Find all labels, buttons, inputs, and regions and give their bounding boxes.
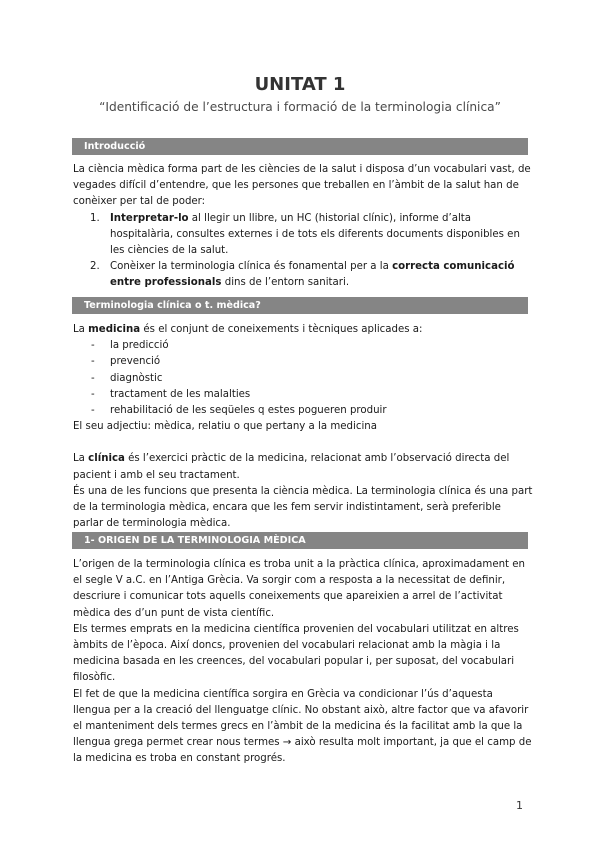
origen-paragraph-1: L’origen de la terminologia clínica es troba unit a la pràctica clínica, aproximadament en el segle V a.C. en l’Antiga Grècia. Va sorgir com a resposta a la necessitat de definir, descriure i comunicar tots aquells coneixements que apareixien a arrel de l’activitat mèdica des d’un punt de vista científic. [73,559,525,619]
text-span: és l’exercici pràctic de la medicina, relacionat amb l’observació directa del pacient i amb el seu tractament. [73,453,510,481]
page-subtitle: “Identificació de l’estructura i formació de la terminologia clínica” [99,100,501,114]
bold-term: Interpretar-lo [110,212,189,224]
intro-list [73,211,533,292]
intro-list-item-1 [73,211,533,260]
list-item [73,338,533,354]
list-number: 1. [90,212,100,224]
adjective-line: El seu adjectiu: mèdica, relatiu o que pertany a la medicina [73,421,377,433]
intro-paragraph: La ciència mèdica forma part de les ciències de la salut i disposa d’un vocabulari vast, de vegades difícil d’entendre, que les persones que treballen en l’àmbit de la salut han de conèixer per tal de poder: [73,164,531,208]
origen-paragraph-2: Els termes emprats en la medicina científica provenien del vocabulari utilitzat en altres àmbits de l’època. Així doncs, provenien del vocabulari relacionat amb la màgia i la medicina basada en les creences, del vocabulari popular i, per suposat, del vocabulari filosòfic. [73,623,519,684]
list-number: 2. [90,261,100,273]
list-item [73,387,533,403]
list-item-text: al llegir un llibre, un HC (historial clínic), informe d’alta hospitalària, consultes externes i de tots els diferents documents disponibles en les ciències de la salut. [110,212,520,257]
list-item-text: Conèixer la terminologia clínica és fonamental per a la [110,261,393,273]
dash-mark: - [91,388,95,400]
bold-term: correcta comunicació entre professionals [110,261,515,289]
list-item [73,371,533,387]
dash-mark: - [91,340,95,352]
bold-term: medicina [88,324,141,335]
terminologia-paragraph: És una de les funcions que presenta la ciència mèdica. La terminologia clínica és una part de la terminologia mèdica, encara que les fem servir indistintament, serà preferible parlar de terminologia mèdica. [73,485,533,530]
terminologia-section [73,322,533,532]
medicina-list [73,338,533,419]
dash-mark: - [91,405,95,417]
text-span: és el conjunt de coneixements i tècniques aplicades a: [140,324,423,335]
list-item-text: diagnòstic [110,372,163,384]
list-item-text: rehabilitació de les seqüeles q estes pogueren produir [110,405,387,417]
list-item-text: prevenció [110,356,161,368]
origen-paragraph-3: El fet de que la medicina científica sorgira en Grècia va condicionar l’ús d’aquesta llengua per a la creació del llenguatge clínic. No obstant això, altre factor que va afavorir el manteniment dels termes grecs en l’àmbit de la medicina és la facilitat amb la que la llengua grega permet crear nous termes → això resulta molt important, ja que el camp de la medicina es troba en constant progrés. [73,688,532,765]
section-heading-intro: Introducció [72,138,528,155]
clinica-definition [73,451,533,483]
text-span: La [73,324,89,335]
text-span: La [73,453,89,465]
section-heading-origen: 1- ORIGEN DE LA TERMINOLOGIA MÈDICA [72,532,528,549]
medicina-definition [73,322,533,338]
intro-section [73,162,533,292]
list-item [73,403,533,419]
page-title: UNITAT 1 [254,74,346,95]
list-item-text: tractament de les malalties [110,388,251,400]
section-heading-terminologia: Terminologia clínica o t. mèdica? [72,297,528,314]
origen-section [73,557,533,768]
bold-term: clínica [88,453,125,465]
list-item [73,354,533,370]
dash-mark: - [91,372,95,384]
page-number: 1 [516,799,523,812]
intro-list-item-2 [73,259,533,291]
list-item-text: dins de l’entorn sanitari. [221,277,350,289]
dash-mark: - [91,356,95,368]
list-item-text: la predicció [110,340,169,352]
